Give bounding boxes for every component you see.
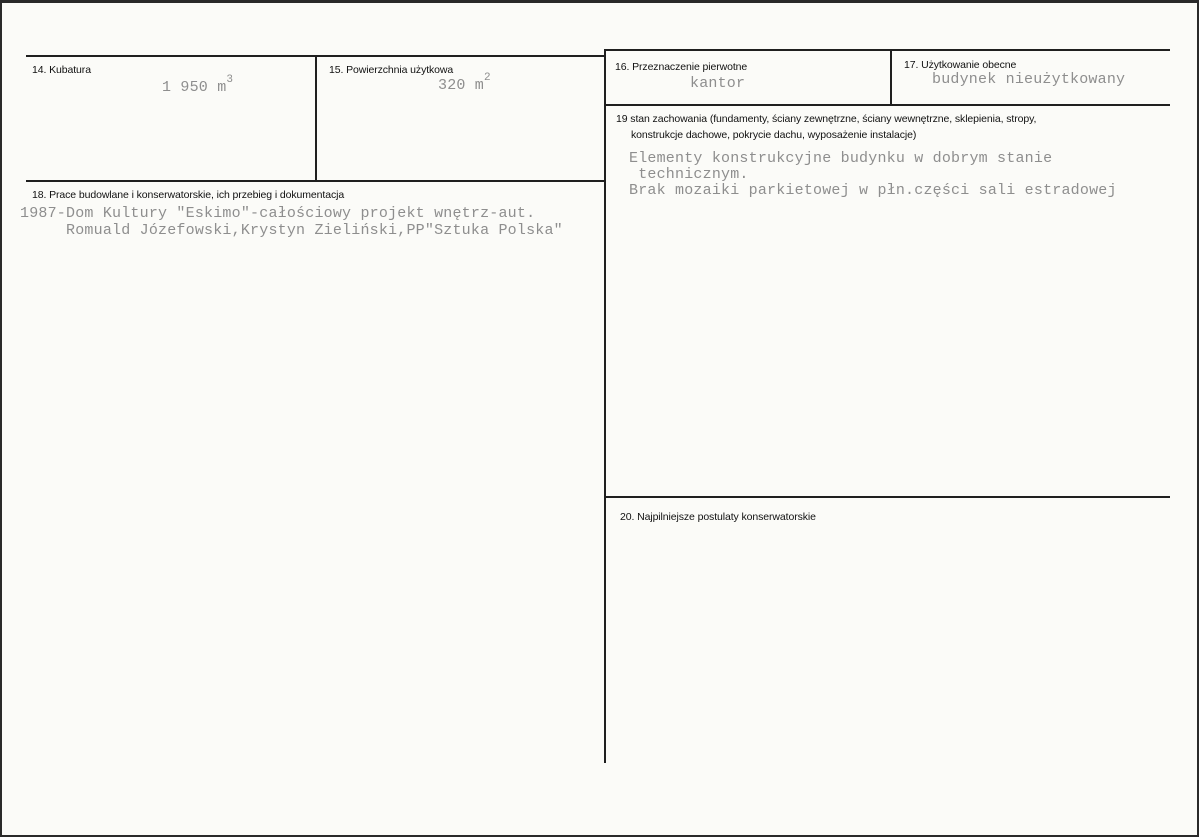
field-19-bottom-rule xyxy=(606,496,1170,498)
divider-main xyxy=(604,49,606,763)
field-20-label: 20. Najpilniejsze postulaty konserwatorskie xyxy=(620,511,816,523)
field-18-line-1: 1987-Dom Kultury "Eskimo"-całościowy projekt wnętrz-aut. xyxy=(20,205,536,222)
field-19-line-2: technicznym. xyxy=(629,166,749,183)
field-18-line-2: Romuald Józefowski,Krystyn Zieliński,PP"Sztuka Polska" xyxy=(20,222,563,239)
field-17-label: 17. Użytkowanie obecne xyxy=(904,59,1017,71)
field-19-label-line-2: konstrukcje dachowe, pokrycie dachu, wyposażenie instalacje) xyxy=(631,129,917,141)
field-16-label: 16. Przeznaczenie pierwotne xyxy=(615,61,748,73)
field-19-line-1: Elementy konstrukcyjne budynku w dobrym stanie xyxy=(629,150,1053,167)
field-16-value: kantor xyxy=(690,75,746,92)
field-18-label: 18. Prace budowlane i konserwatorskie, ich przebieg i dokumentacja xyxy=(32,189,345,201)
field-15-value: 320 $m^2$ xyxy=(438,72,491,94)
field-19-label-line-1: 19 stan zachowania (fundamenty, ściany zewnętrzne, ściany wewnętrzne, sklepienia, stropy, xyxy=(616,113,1037,125)
field-16-17-bottom-rule xyxy=(604,104,1170,106)
field-17-value: budynek nieużytkowany xyxy=(932,71,1126,88)
divider-14-15 xyxy=(315,55,317,181)
field-19-line-3: Brak mozaiki parkietowej w płn.części sali estradowej xyxy=(629,182,1117,199)
field-15-label: 15. Powierzchnia użytkowa xyxy=(329,64,454,76)
divider-16-17 xyxy=(890,49,892,105)
field-14-value: 1 950 $m^3$ xyxy=(162,74,234,96)
top-right-rule xyxy=(604,49,1170,51)
field-14-label: 14. Kubatura xyxy=(32,64,91,76)
